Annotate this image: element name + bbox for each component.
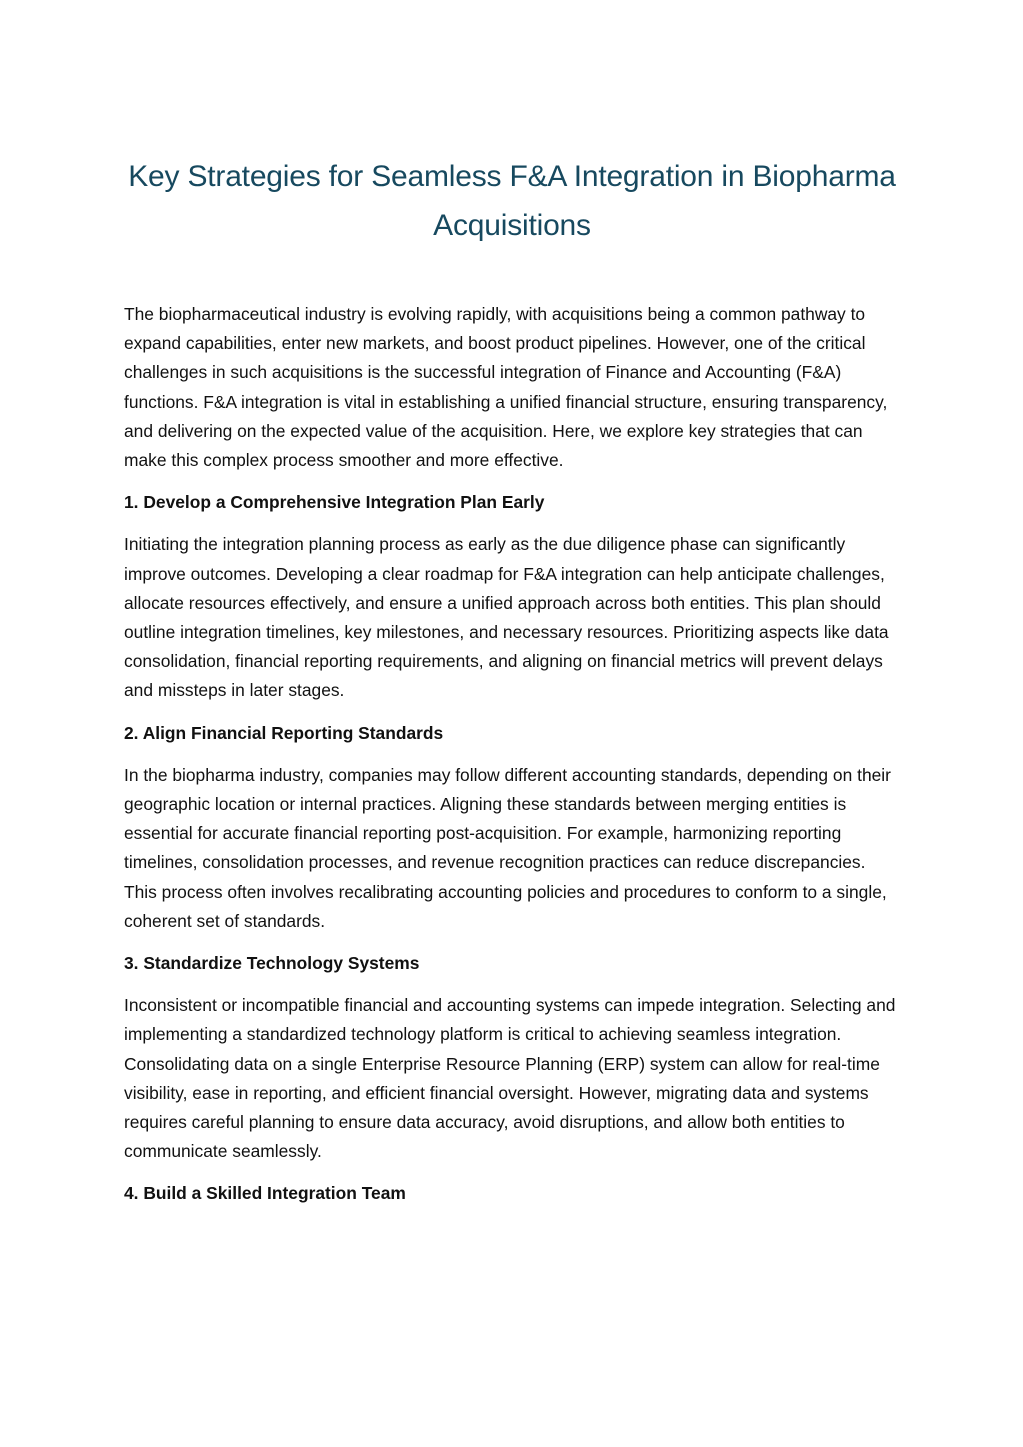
section-body-3: Inconsistent or incompatible financial and accounting systems can impede integration. Selecting and implementing a standardized technology platform is critical to achieving seamless integration. Consolidating data on a single Enterprise Resource Planning (ERP) system can allow for real-time visibility, ease in reporting, and efficient financial oversight. However, migrating data and systems requires careful planning to ensure data accuracy, avoid disruptions, and allow both entities to communicate seamlessly. [124,995,896,1162]
section-heading-1: 1. Develop a Comprehensive Integration Plan Early [124,492,545,513]
document-title: Key Strategies for Seamless F&A Integration in Biopharma Acquisitions [128,160,896,242]
intro-paragraph: The biopharmaceutical industry is evolving rapidly, with acquisitions being a common pathway to expand capabilities, enter new markets, and boost product pipelines. However, one of the critical challenges in such acquisitions is the successful integration of Finance and Accounting (F&A) functions. F&A integration is vital in establishing a unified financial structure, ensuring transparency, and delivering on the expected value of the acquisition. Here, we explore key strategies that can make this complex process smoother and more effective. [124,304,888,471]
section-heading-3: 3. Standardize Technology Systems [124,953,420,974]
document-body [124,300,902,1222]
section-heading-4: 4. Build a Skilled Integration Team [124,1183,406,1204]
section-body-2: In the biopharma industry, companies may follow different accounting standards, depending on their geographic location or internal practices. Aligning these standards between merging entities is essential for accurate financial reporting post-acquisition. For example, harmonizing reporting timelines, consolidation processes, and revenue recognition practices can reduce discrepancies. This process often involves recalibrating accounting policies and procedures to conform to a single, coherent set of standards. [124,764,891,931]
section-body-1: Initiating the integration planning process as early as the due diligence phase can significantly improve outcomes. Developing a clear roadmap for F&A integration can help anticipate challenges, allocate resources effectively, and ensure a unified approach across both entities. This plan should outline integration timelines, key milestones, and necessary resources. Prioritizing aspects like data consolidation, financial reporting requirements, and aligning on financial metrics will prevent delays and missteps in later stages. [124,534,889,701]
section-heading-2: 2. Align Financial Reporting Standards [124,722,444,743]
